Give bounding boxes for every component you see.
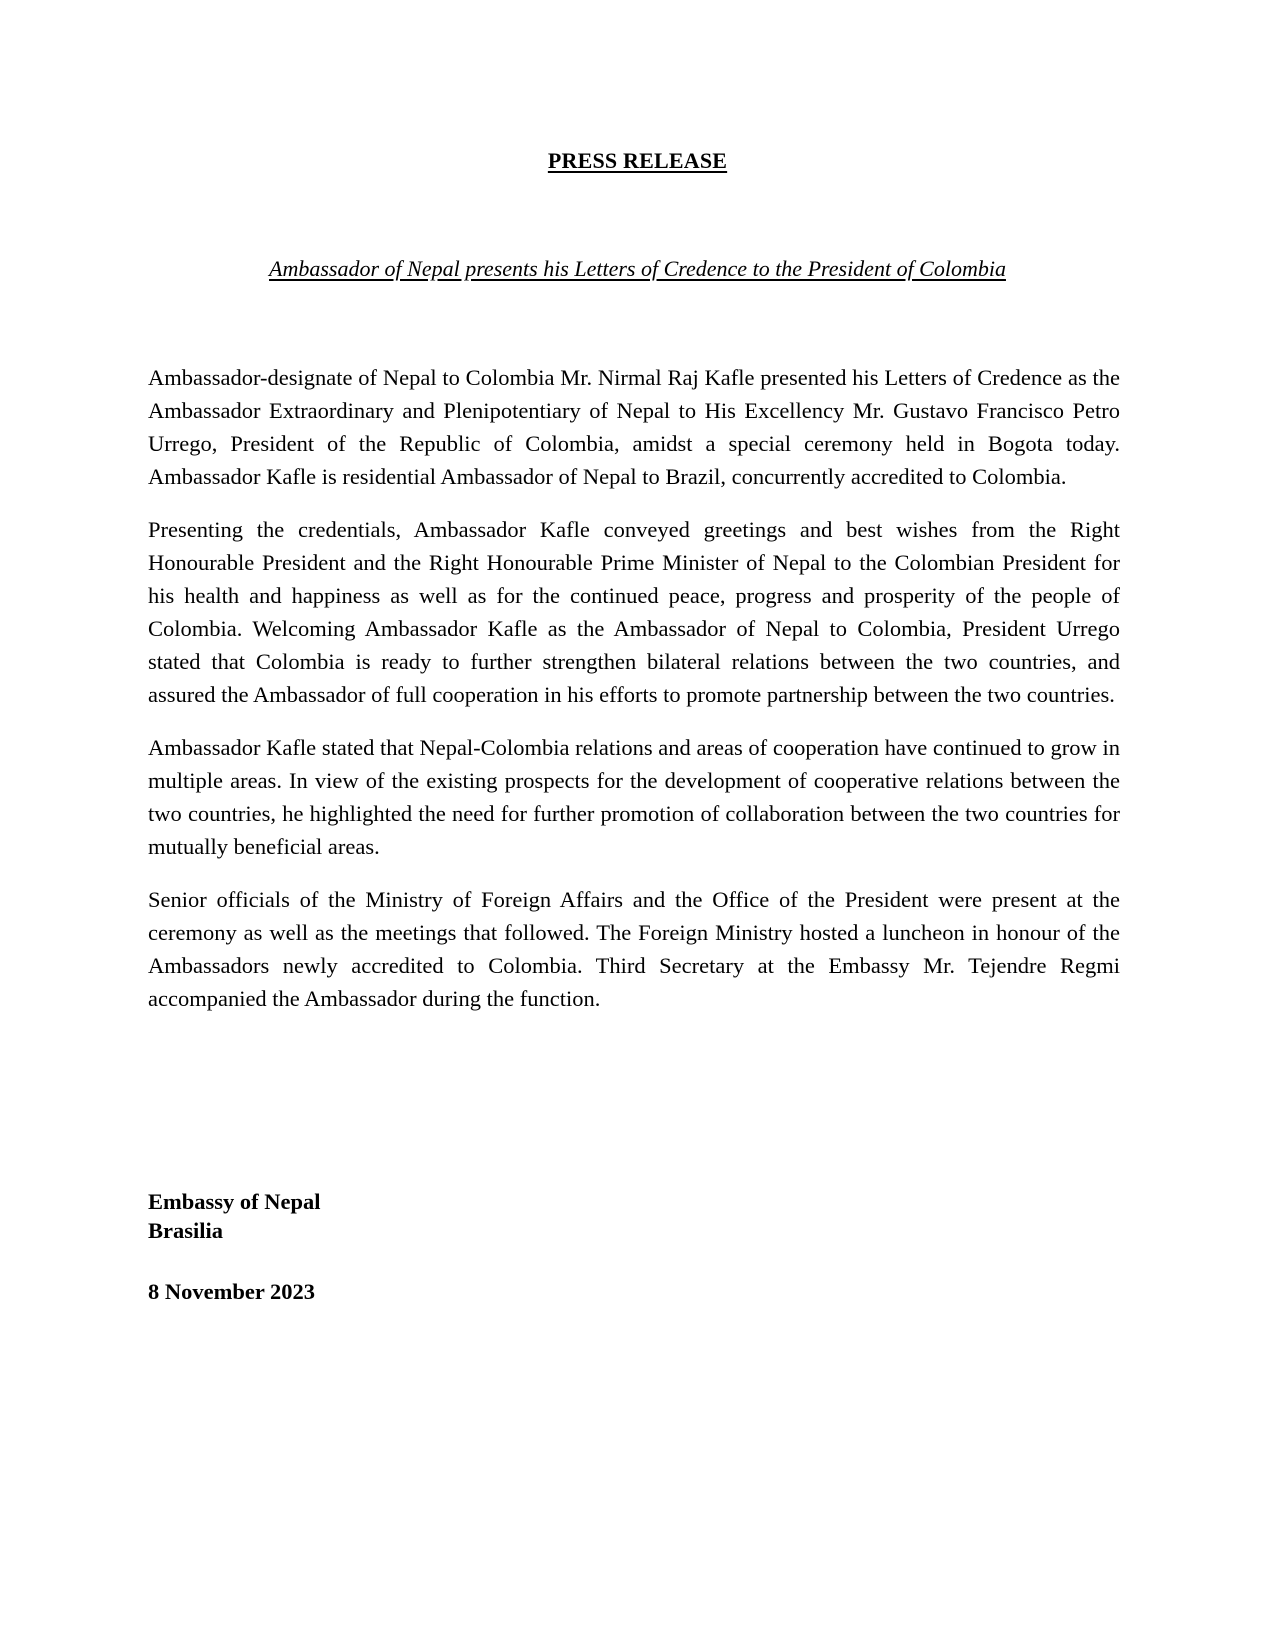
release-date: 8 November 2023 — [148, 1279, 316, 1304]
body-text — [148, 361, 1120, 1035]
signature-block — [148, 1187, 321, 1245]
signature-city: Brasilia — [148, 1218, 224, 1243]
document-subtitle: Ambassador of Nepal presents his Letters of Credence to the President of Colombia — [269, 256, 1006, 281]
body-paragraph-3: Ambassador Kafle stated that Nepal-Colombia relations and areas of cooperation have continued to grow in multiple areas. In view of the existing prospects for the development of cooperative relations between the two countries, he highlighted the need for further promotion of collaboration between the two countries for mutually beneficial areas. — [148, 735, 1120, 859]
body-paragraph-4: Senior officials of the Ministry of Foreign Affairs and the Office of the President were present at the ceremony as well as the meetings that followed. The Foreign Ministry hosted a luncheon in honour of the Ambassadors newly accredited to Colombia. Third Secretary at the Embassy Mr. Tejendre Regmi accompanied the Ambassador during the function. — [148, 887, 1120, 1011]
body-paragraph-1: Ambassador-designate of Nepal to Colombia Mr. Nirmal Raj Kafle presented his Letters of Credence as the Ambassador Extraordinary and Plenipotentiary of Nepal to His Excellency Mr. Gustavo Francisco Petro Urrego, President of the Republic of Colombia, amidst a special ceremony held in Bogota today. Ambassador Kafle is residential Ambassador of Nepal to Brazil, concurrently accredited to Colombia. — [148, 365, 1120, 489]
signature-organization: Embassy of Nepal — [148, 1189, 321, 1214]
document-title: PRESS RELEASE — [547, 148, 728, 173]
body-paragraph-2: Presenting the credentials, Ambassador Kafle conveyed greetings and best wishes from the Right Honourable President and the Right Honourable Prime Minister of Nepal to the Colombian President for his health and happiness as well as for the continued peace, progress and prosperity of the people of Colombia. Welcoming Ambassador Kafle as the Ambassador of Nepal to Colombia, President Urrego stated that Colombia is ready to further strengthen bilateral relations between the two countries, and assured the Ambassador of full cooperation in his efforts to promote partnership between the two countries. — [148, 517, 1120, 707]
